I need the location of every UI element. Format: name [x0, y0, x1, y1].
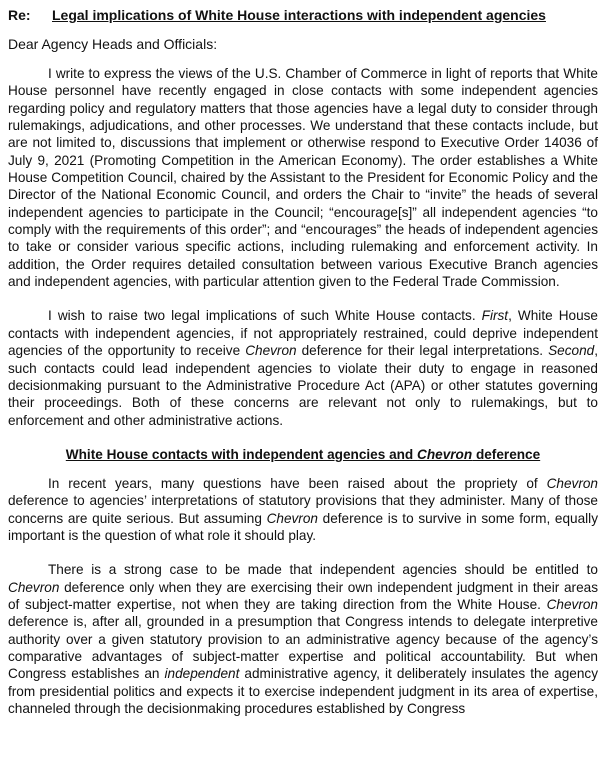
text-run: deference to agencies’ interpretations of statutory provisions that they administer. Many of those concerns are quite serious. But assuming: [8, 493, 598, 526]
text-run: deference is to survive in some form, equally important is the question of what role it should play.: [8, 510, 598, 543]
text-run: deference for their legal interpretations.: [296, 343, 549, 359]
paragraph-chevron-case: [8, 561, 598, 717]
italic-text-run: independent: [164, 666, 240, 682]
paragraph-implications: [8, 307, 598, 428]
re-subject: Legal implications of White House interactions with independent agencies: [52, 7, 546, 23]
text-run: administrative agency, it deliberately insulates the agency from presidential politics and expects it to exercise independent judgment in its area of expertise, channeled through the decisionmaking procedures established by Congress: [8, 666, 598, 716]
italic-text-run: Chevron: [417, 446, 473, 462]
paragraph-chevron-questions: [8, 475, 598, 544]
letter-page: [8, 6, 598, 734]
text-run: I write to express the views of the U.S. Chamber of Commerce in light of reports that White House personnel have recently engaged in close contacts with some independent agencies regarding policy and regulatory matters that those agencies have a legal duty to consider through rulemakings, adjudications, and other processes. We understand that these contacts include, but are not limited to, discussions that implement or otherwise respond to Executive Order 14036 of July 9, 2021 (Promoting Competition in the American Economy). The order establishes a White House Competition Council, chaired by the Assistant to the President for Economic Policy and the Director of the National Economic Council, and orders the Chair to “invite” the heads of several independent agencies to participate in the Council; “encourage[s]” all independent agencies “to comply with the requirements of this order”; and “encourages” the heads of independent agencies to take or consider various specific actions, including rulemaking and enforcement activity. In addition, the Order requires detailed consultation between various Executive Branch agencies and independent agencies, with particular attention given to the Federal Trade Commission.: [8, 66, 598, 290]
italic-text-run: Chevron: [546, 596, 598, 612]
text-run: deference only when they are exercising their own independent judgment in their areas of subject-matter expertise, not when they are taking direction from the White House.: [8, 579, 598, 612]
text-run: deference is, after all, grounded in a presumption that Congress intends to delegate interpretive authority over a given statutory provision to an administrative agency because of the agency’s comparative advantages of subject-matter expertise and political accountability. But when Congress establishes an: [8, 614, 598, 682]
section-heading: [8, 446, 598, 463]
italic-text-run: Second: [548, 343, 595, 359]
subject-line: [8, 6, 598, 25]
italic-text-run: Chevron: [245, 343, 297, 359]
text-run: White House contacts with independent agencies and: [65, 446, 418, 462]
text-run: , such contacts could lead independent agencies to violate their duty to engage in reasoned decisionmaking pursuant to the Administrative Procedure Act (APA) or other statutes governing their proceedings. Both of these concerns are relevant not only to rulemakings, but to enforcement and other administrative actions.: [8, 343, 598, 428]
re-label: Re:: [8, 7, 31, 23]
salutation: Dear Agency Heads and Officials:: [8, 36, 218, 52]
text-run: There is a strong case to be made that independent agencies should be entitled to: [48, 562, 598, 578]
text-run: In recent years, many questions have been raised about the propriety of: [48, 475, 547, 491]
text-run: I wish to raise two legal implications of such White House contacts.: [48, 308, 482, 324]
italic-text-run: Chevron: [546, 475, 598, 491]
paragraph-intro: [8, 65, 598, 290]
italic-text-run: Chevron: [8, 579, 60, 595]
italic-text-run: First: [481, 308, 509, 324]
text-run: deference: [472, 446, 541, 462]
text-run: , White House contacts with independent agencies, if not appropriately restrained, could deprive independent agencies of the opportunity to receive: [8, 308, 598, 359]
italic-text-run: Chevron: [266, 510, 318, 526]
